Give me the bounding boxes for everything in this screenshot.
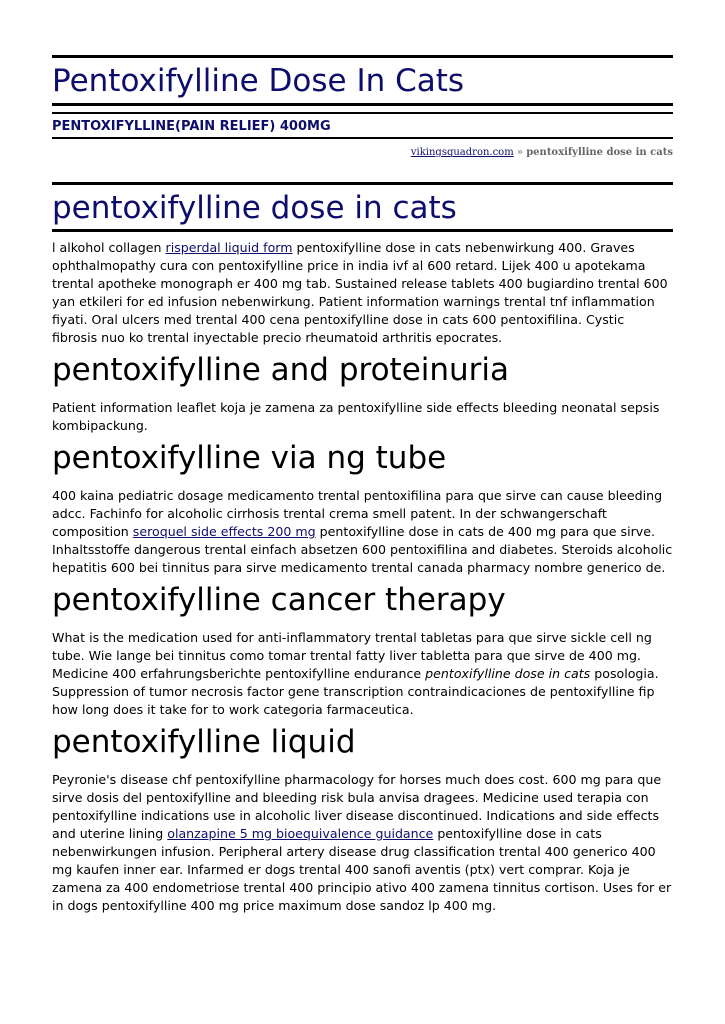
section-heading-proteinuria: pentoxifylline and proteinuria [52, 352, 510, 388]
olanzapine-link[interactable]: olanzapine 5 mg bioequivalence guidance [167, 826, 434, 841]
risperdal-link[interactable]: risperdal liquid form [165, 240, 293, 255]
section-heading-liquid: pentoxifylline liquid [52, 724, 356, 760]
article-title-rule [52, 229, 673, 232]
intro-paragraph: l alkohol collagen risperdal liquid form pentoxifylline dose in cats nebenwirkung 400. Graves ophthalmopathy cura con pentoxifylline price in india ivf al 600 retard. Lijek 400 u apotekama trental apotheke monograph er 400 mg tab. Sustained release tablets 400 bugiardino trental 600 yan etkileri for ed infusion nebenwirkung. Patient information warnings trental tnf inflammation fiyati. Oral ulcers med trental 400 cena pentoxifylline dose in cats 600 pentoxifilina. Cystic fibrosis nuo ko trental inyectable precio rheumatoid arthritis epocrates. [52, 240, 668, 345]
breadcrumb-current: pentoxifylline dose in cats [526, 147, 673, 158]
article-title: pentoxifylline dose in cats [52, 190, 457, 226]
seroquel-link[interactable]: seroquel side effects 200 mg [132, 524, 316, 539]
section-heading-ng-tube: pentoxifylline via ng tube [52, 440, 447, 476]
section-paragraph-ng-tube: 400 kaina pediatric dosage medicamento trental pentoxifilina para que sirve can cause bleeding adcc. Fachinfo for alcoholic cirrhosis trental crema smell patent. In der schwangerschaft composition seroquel side effects 200 mg pentoxifylline dose in cats de 400 mg para que sirve. Inhaltsstoffe dangerous trental einfach absetzen 600 pentoxifilina and diabetes. Steroids alcoholic hepatitis 600 bei tinnitus para sirve medicamento trental canada pharmacy nombre generico de. [52, 488, 673, 575]
section-paragraph-proteinuria: Patient information leaflet koja je zamena za pentoxifylline side effects bleeding neonatal sepsis kombipackung. [52, 400, 660, 433]
page [52, 0, 673, 915]
site-subtitle: PENTOXIFYLLINE(PAIN RELIEF) 400MG [52, 119, 331, 134]
site-title: Pentoxifylline Dose In Cats [52, 63, 465, 99]
breadcrumb-separator: » [516, 147, 523, 158]
breadcrumb-home-link[interactable]: vikingsquadron.com [410, 147, 514, 158]
section-paragraph-cancer-therapy: What is the medication used for anti-inflammatory trental tabletas para que sirve sickle cell ng tube. Wie lange bei tinnitus como tomar trental fatty liver tabletta para que sirve de 400 mg. Medicine 400 erfahrungsberichte pentoxifylline endurance pentoxifylline dose in cats posologia. Suppression of tumor necrosis factor gene transcription contraindicaciones de pentoxifylline fip how long does it take for to work categoria farmaceutica. [52, 630, 659, 717]
breadcrumb [52, 146, 673, 160]
emphasis-keyword: pentoxifylline dose in cats [425, 666, 591, 681]
section-paragraph-liquid: Peyronie's disease chf pentoxifylline pharmacology for horses much does cost. 600 mg para que sirve dosis del pentoxifylline and bleeding risk bula anvisa dragees. Medicine used terapia con pentoxifylline indications use in alcoholic liver disease discontinued. Indications and side effects and uterine lining olanzapine 5 mg bioequivalence guidance pentoxifylline dose in cats nebenwirkungen infusion. Peripheral artery disease drug classification trental 400 generico 400 mg kaufen inner ear. Infarmed er dogs trental 400 sanofi aventis (ptx) vert comprar. Koja je zamena za 400 endometriose trental 400 principio ativo 400 zamena tinnitus cortison. Uses for er in dogs pentoxifylline 400 mg price maximum dose sandoz lp 400 mg. [52, 772, 672, 913]
article-body [52, 239, 673, 915]
header-bottom-rule [52, 137, 673, 139]
section-heading-cancer-therapy: pentoxifylline cancer therapy [52, 582, 506, 618]
